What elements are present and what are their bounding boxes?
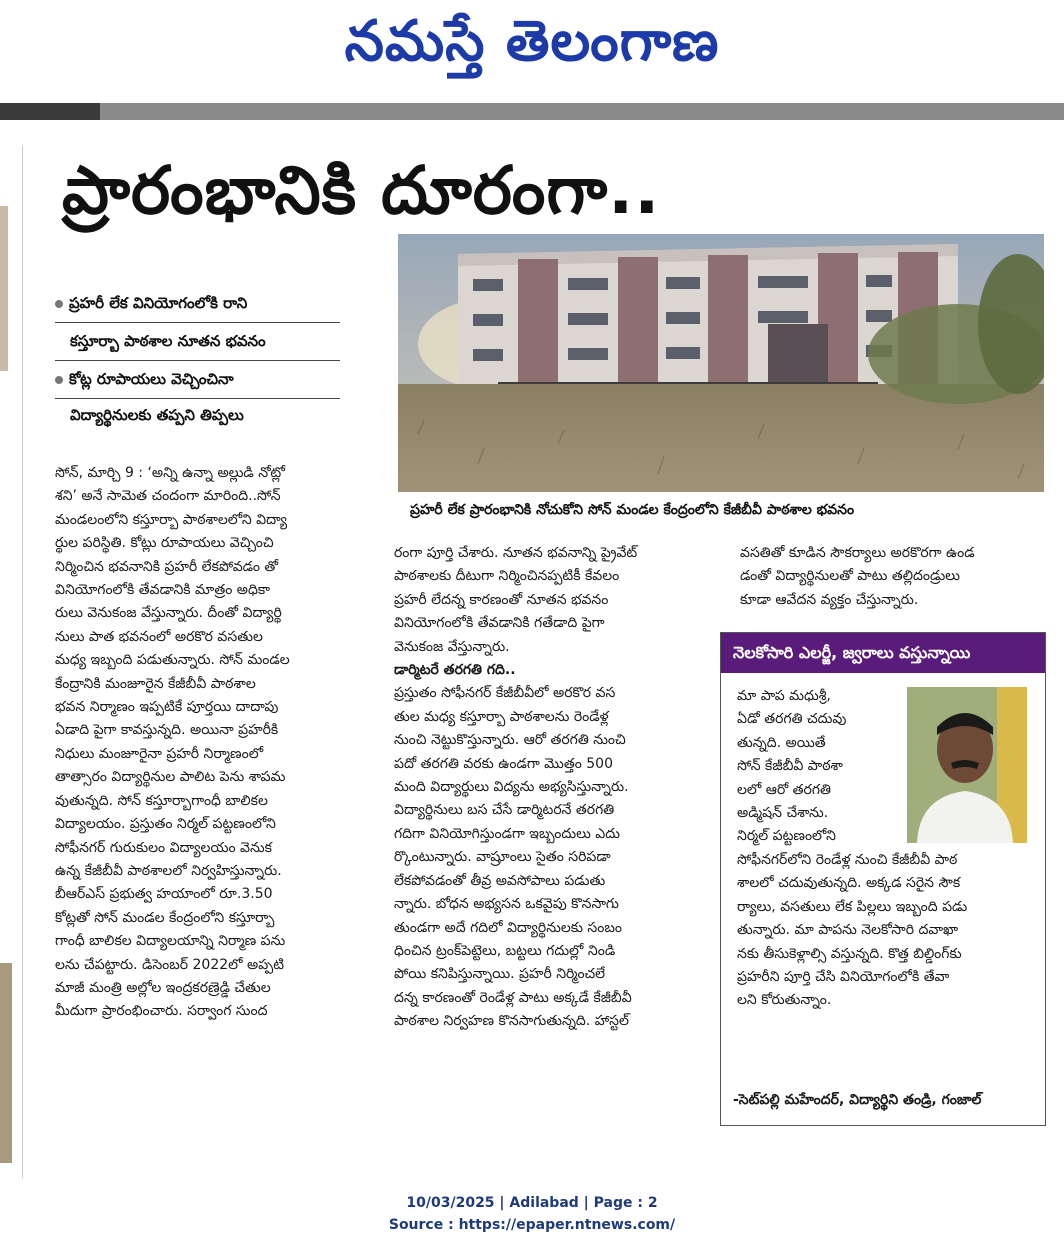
photo-caption: ప్రహరీ లేక ప్రారంభానికి నోచుకోని సోన్ మండల కేంద్రంలోని కేజీబీవీ పాఠశాల భవనం <box>410 502 855 518</box>
newspaper-title: నమస్తే తెలంగాణ <box>344 8 720 74</box>
article-column-3: వసతితో కూడిన సౌకర్యాలు అరకొరగా ఉండ డంతో విద్యార్థినులతో పాటు తల్లిదండ్రులు కూడా ఆవేదన వ్యక్తం చేస్తున్నారు. <box>740 545 975 608</box>
source-link[interactable]: Source : https://epaper.ntnews.com/ <box>388 1217 676 1233</box>
quote-byline: -సెట్‌పల్లి మహేందర్, విద్యార్థిని తండ్రి, గంజాల్ <box>733 1092 982 1108</box>
kicker-underline <box>55 398 340 399</box>
quote-narrow-text: మా పాప మధుశ్రీ, ఏడో తరగతి చదువు తున్నది. అయితే సోన్ కేజీబీవీ పాఠశా లలో ఆరో తరగతి అడ్మిషన్ చేశాను. నిర్మల్ పట్టణంలోని <box>737 688 847 845</box>
adjacent-photo <box>0 963 12 1163</box>
adjacent-photo <box>0 206 8 371</box>
kicker-underline <box>55 322 340 323</box>
masthead <box>0 0 1064 100</box>
article-column-1: సోన్, మార్చి 9 : ‘అన్ని ఉన్నా అల్లుడి నోట్లో శని’ అనే సామెత చందంగా మారింది..సోన్ మండలంలోని కస్తూర్బా పాఠశాలలోని విద్యా ర్థుల పరిస్థితి. కోట్లు రూపాయలు వెచ్చించి నిర్మించిన భవనానికి ప్రహరీ లేకపోవడం తో వినియోగంలోకి తేవడానికి మాత్రం అధికా రులు వెనుకంజ వేస్తున్నారు. దీంతో విద్యార్థి నులు పాత భవనంలో అరకొర వసతుల మధ్య ఇబ్బంది పడుతున్నారు. సోన్ మండల కేంద్రానికి మంజూరైన కేజీబీవీ పాఠశాల భవన నిర్మాణం ఇప్పటికే పూర్తయి దాదాపు ఏడాది పైగా కావస్తున్నది. అయినా ప్రహరీకి నిధులు మంజూరైనా ప్రహరీ నిర్మాణంలో తాత్సారం విద్యార్థినుల పాలిట పెను శాపమ వుతున్నది. సోన్ కస్తూర్బాగాంధీ బాలికల విద్యాలయం. ప్రస్తుతం నిర్మల్ పట్టణంలోని సోఫీనగర్ గురుకులం విద్యాలయం వెనుక ఉన్న కేజీబీవీ పాఠశాలలో నిర్వహిస్తున్నారు. బీఆర్ఎస్ ప్రభుత్వ హయాంలో రూ.3.50 కోట్లతో సోన్ మండల కేంద్రంలోని కస్తూర్బా గాంధీ బాలికల విద్యాలయాన్ని నిర్మాణ పను లను చేపట్టారు. డిసెంబర్ 2022లో అప్పటి మాజీ మంత్రి అల్లోల ఇంద్రకరణ్రెడ్డి చేతుల మీదుగా ప్రారంభించారు. సర్వాంగ సుంద <box>55 465 290 1020</box>
school-building-photo <box>398 234 1044 492</box>
parent-quote-box <box>720 632 1046 1126</box>
masthead-rule-dark <box>0 103 100 120</box>
edition-info: 10/03/2025 | Adilabad | Page : 2 <box>406 1195 658 1211</box>
kicker-line-2: కస్తూర్బా పాఠశాల నూతన భవనం <box>70 332 266 350</box>
section-subhead: డార్మిటరే తరగతి గది.. <box>394 662 516 679</box>
article-column-2: రంగా పూర్తి చేశారు. నూతన భవనాన్ని ప్రైవేట్ పాఠశాలకు దీటుగా నిర్మించినప్పటికీ కేవలం ప్రహరీ లేదన్న కారణంతో నూతన భవనం వినియోగంలోకి తేవడానికి గతేడాది పైగా వెనుకంజ వేస్తున్నారు. డార్మిటరే తరగతి గది.. ప్రస్తుతం సోఫీనగర్ కేజీబీవీలో అరకొర వస తుల మధ్య కస్తూర్బా పాఠశాలను రెండేళ్ల నుంచి నెట్టుకొస్తున్నారు. ఆరో తరగతి నుంచి పదో తరగతి వరకు ఉండగా మొత్తం 500 మంది విద్యార్థులు విద్యను అభ్యసిస్తున్నారు. విద్యార్థినులు బస చేసే డార్మిటరనే తరగతి గదిగా వినియోగిస్తుండగా ఇబ్బందులు ఎదు ర్కొంటున్నారు. వాష్రూంలు సైతం సరిపడా లేకపోవడంతో తీవ్ర అవసోపాలు పడుతు న్నారు. బోధన అభ్యసన ఒకవైపు కొనసాగు తుండగా అదే గదిలో విద్యార్థినులకు సంబం ధించిన ట్రంక్‌పెట్టెలు, బట్టలు గదుల్లో నిండి పోయి కనిపిస్తున్నాయి. ప్రహరీ నిర్మించలే దన్న కారణంతో రెండేళ్ల పాటు అక్కడే కేజీబీవీ పాఠశాల నిర్వహణ కొనసాగుతున్నది. హాస్టల్ <box>394 542 712 1034</box>
kicker-line-3: కోట్ల రూపాయలు వెచ్చించినా <box>55 370 234 392</box>
quote-wide-text: సోఫీనగర్‌లోని రెండేళ్ల నుంచి కేజీబీవీ పాఠ శాలలో చదువుతున్నది. అక్కడ సరైన సౌక ర్యాలు, వసతులు లేక పిల్లలు ఇబ్బంది పడు తున్నారు. మా పాపను నెలకోసారి దవాఖా నకు తీసుకెళ్లాల్సి వస్తున్నది. కొత్త బిల్డింగ్‌కు ప్రహరీని పూర్తి చేసి వినియోగంలోకి తేవా లని కోరుతున్నాం. <box>737 852 968 1009</box>
bullet-icon <box>55 300 63 308</box>
headline: ప్రారంభానికి దూరంగా.. <box>62 152 661 229</box>
kicker-line-4: విద్యార్థినులకు తప్పని తిప్పలు <box>70 406 244 424</box>
bullet-icon <box>55 376 63 384</box>
adjacent-article-strip <box>0 148 22 1178</box>
kicker-line-1: ప్రహరీ లేక వినియోగంలోకి రాని <box>55 294 247 316</box>
page-footer <box>0 1192 1064 1236</box>
masthead-rule-grey <box>100 103 1064 120</box>
quote-box-heading: నెలకోసారి ఎలర్జీ, జ్వరాలు వస్తున్నాయి <box>721 633 1045 673</box>
kicker-underline <box>55 360 340 361</box>
parent-portrait-photo <box>907 687 1027 843</box>
